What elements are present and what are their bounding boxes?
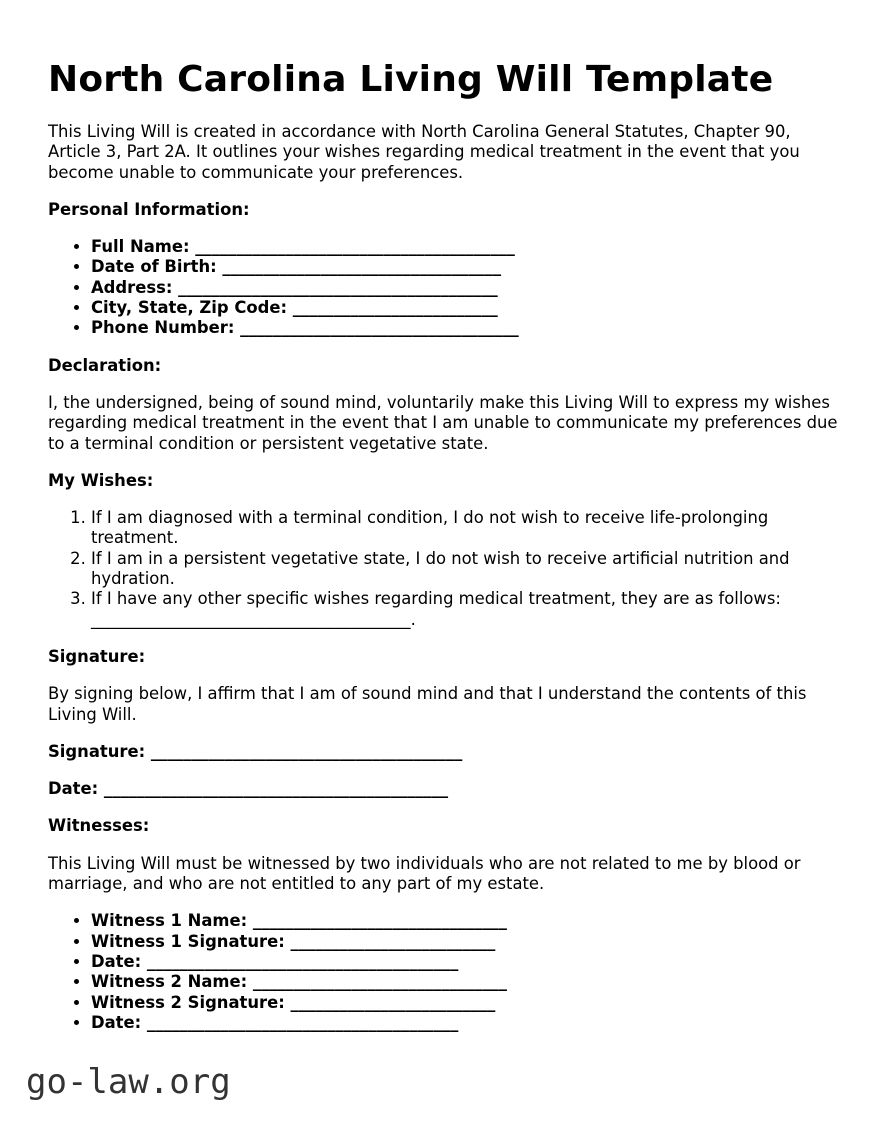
witness-1-date: • Date: ______________________________________ bbox=[91, 952, 838, 972]
personal-info-city-state-zip: • City, State, Zip Code: _________________________ bbox=[91, 298, 838, 318]
witness-2-name: • Witness 2 Name: _______________________________ bbox=[91, 972, 838, 992]
personal-info-dob: • Date of Birth: __________________________________ bbox=[91, 257, 838, 277]
witness-2-date: • Date: ______________________________________ bbox=[91, 1013, 838, 1033]
wishes-list bbox=[48, 508, 838, 630]
declaration-heading: Declaration: bbox=[48, 355, 162, 375]
declaration-paragraph: I, the undersigned, being of sound mind, voluntarily make this Living Will to express my wishes regarding medical treatment in the event that I am unable to communicate my preferences due to a terminal condition or persistent vegetative state. bbox=[48, 392, 838, 453]
document bbox=[48, 58, 838, 1050]
footer-watermark: go-law.org bbox=[26, 1062, 231, 1102]
wish-item: 2. If I am in a persistent vegetative state, I do not wish to receive artificial nutrition and hydration. bbox=[91, 549, 838, 590]
wishes-heading: My Wishes: bbox=[48, 470, 154, 490]
witness-2-signature: • Witness 2 Signature: _________________________ bbox=[91, 993, 838, 1013]
signature-heading: Signature: bbox=[48, 646, 146, 666]
witnesses-list bbox=[48, 911, 838, 1033]
intro-paragraph: This Living Will is created in accordance with North Carolina General Statutes, Chapter 90, Article 3, Part 2A. It outlines your wishes regarding medical treatment in the event that you become unable to communicate your preferences. bbox=[48, 122, 800, 182]
personal-info-phone: • Phone Number: __________________________________ bbox=[91, 318, 838, 338]
wish-item: 1. If I am diagnosed with a terminal condition, I do not wish to receive life-prolonging treatment. bbox=[91, 508, 838, 549]
signature-line: Signature: ______________________________________ bbox=[48, 741, 463, 761]
personal-info-heading: Personal Information: bbox=[48, 199, 250, 219]
page-title: North Carolina Living Will Template bbox=[48, 59, 774, 100]
signature-date-line: Date: __________________________________________ bbox=[48, 779, 449, 799]
signature-paragraph: By signing below, I affirm that I am of sound mind and that I understand the contents of this Living Will. bbox=[48, 684, 807, 724]
witnesses-paragraph: This Living Will must be witnessed by two individuals who are not related to me by blood or marriage, and who are not entitled to any part of my estate. bbox=[48, 853, 801, 894]
personal-info-list bbox=[48, 237, 838, 338]
personal-info-full-name: • Full Name: _______________________________________ bbox=[91, 237, 838, 257]
witness-1-name: • Witness 1 Name: _______________________________ bbox=[91, 911, 838, 931]
personal-info-address: • Address: _______________________________________ bbox=[91, 278, 838, 298]
witness-1-signature: • Witness 1 Signature: _________________________ bbox=[91, 932, 838, 952]
wish-item: 3. If I have any other specific wishes regarding medical treatment, they are as follows: _______________________________________. bbox=[91, 589, 838, 630]
witnesses-heading: Witnesses: bbox=[48, 816, 150, 836]
